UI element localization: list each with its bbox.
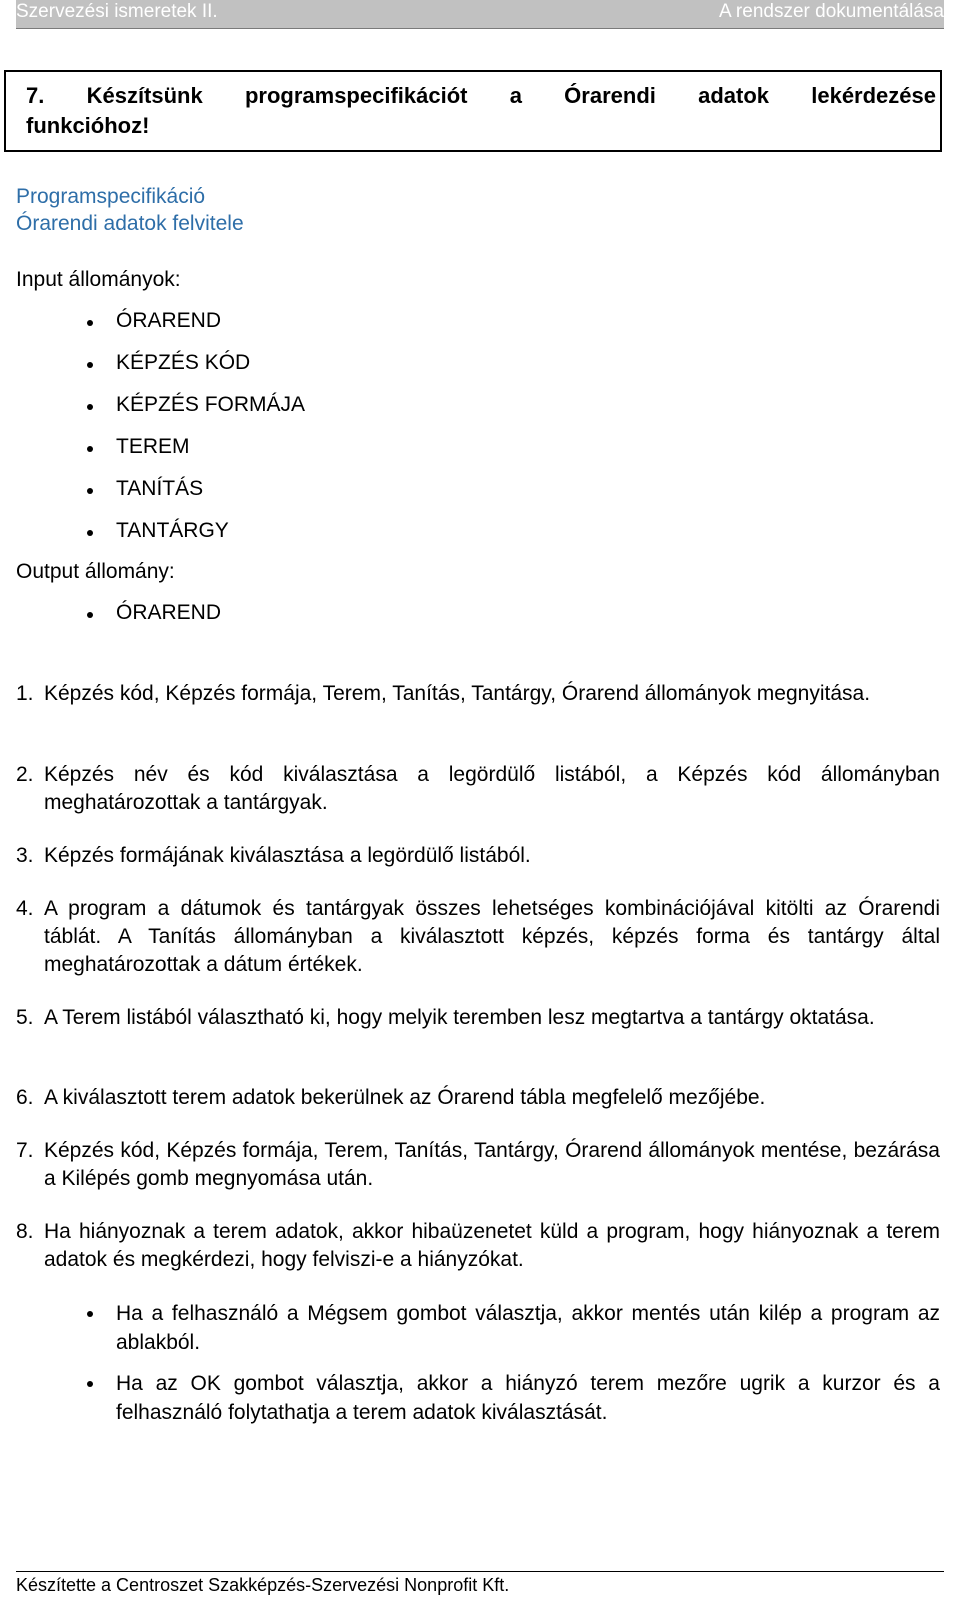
spec-title: Programspecifikáció bbox=[16, 185, 206, 208]
step-number: 1. bbox=[16, 682, 34, 705]
header-left-text: Szervezési ismeretek II. bbox=[16, 1, 218, 22]
step-text: Képzés kód, Képzés formája, Terem, Tanítás, Tantárgy, Órarend állományok mentése, bezárása a Kilépés gomb megnyomása után. bbox=[44, 1139, 940, 1190]
step-number: 6. bbox=[16, 1086, 34, 1109]
input-item: KÉPZÉS FORMÁJA bbox=[116, 393, 306, 416]
page-footer: Készítette a Centroszet Szakképzés-Szervezési Nonprofit Kft. bbox=[16, 1571, 944, 1601]
output-label: Output állomány: bbox=[16, 560, 175, 583]
input-label: Input állományok: bbox=[16, 268, 181, 291]
step-number: 5. bbox=[16, 1006, 34, 1029]
step-item bbox=[16, 680, 940, 708]
step-number: 8. bbox=[16, 1220, 34, 1243]
step-text: Képzés formájának kiválasztása a legördülő listából. bbox=[44, 844, 531, 867]
step-number: 7. bbox=[16, 1139, 34, 1162]
task-line-1: 7. Készítsünk programspecifikációt a Órarendi adatok lekérdezése bbox=[26, 83, 936, 108]
step-text: A program a dátumok és tantárgyak összes lehetséges kombinációjával kitölti az Órarendi táblát. A Tanítás állományban a kiválasztott képzés, képzés forma és tantárgy által meghatározottak a dátum értékek. bbox=[44, 897, 940, 976]
step-item bbox=[16, 842, 940, 870]
input-item: TEREM bbox=[116, 435, 190, 458]
step-item bbox=[16, 1218, 940, 1274]
step-number: 4. bbox=[16, 897, 34, 920]
sub-bullet: Ha a felhasználó a Mégsem gombot választja, akkor mentés után kilép a program az ablakból. bbox=[116, 1299, 940, 1357]
header-right-text: A rendszer dokumentálása bbox=[719, 1, 944, 22]
input-item: TANTÁRGY bbox=[116, 519, 229, 542]
input-item: ÓRAREND bbox=[116, 309, 222, 332]
spec-subtitle: Órarendi adatok felvitele bbox=[16, 212, 244, 235]
output-item: ÓRAREND bbox=[116, 601, 222, 624]
step-text: Ha hiányoznak a terem adatok, akkor hibaüzenetet küld a program, hogy hiányoznak a terem adatok és megkérdezi, hogy felviszi-e a hiányzókat. bbox=[44, 1220, 940, 1271]
task-box bbox=[4, 70, 942, 152]
step-text: A Terem listából választható ki, hogy melyik teremben lesz megtartva a tantárgy oktatása. bbox=[44, 1006, 875, 1029]
step-text: Képzés kód, Képzés formája, Terem, Tanítás, Tantárgy, Órarend állományok megnyitása. bbox=[44, 682, 871, 705]
input-item: KÉPZÉS KÓD bbox=[116, 351, 251, 374]
step-item bbox=[16, 761, 940, 817]
input-item: TANÍTÁS bbox=[116, 477, 204, 500]
step-item bbox=[16, 895, 940, 979]
step-text: A kiválasztott terem adatok bekerülnek az Órarend tábla megfelelő mezőjébe. bbox=[44, 1086, 766, 1109]
step-text: Képzés név és kód kiválasztása a legördülő listából, a Képzés kód állományban meghatározottak a tantárgyak. bbox=[44, 763, 940, 814]
page-header bbox=[16, 0, 944, 29]
step-number: 2. bbox=[16, 763, 34, 786]
step-number: 3. bbox=[16, 844, 34, 867]
step-item bbox=[16, 1137, 940, 1193]
sub-bullet: Ha az OK gombot választja, akkor a hiányzó terem mezőre ugrik a kurzor és a felhasználó folytathatja a terem adatok kiválasztását. bbox=[116, 1369, 940, 1427]
step-item bbox=[16, 1084, 940, 1112]
task-line-2: funkcióhoz! bbox=[26, 113, 150, 138]
step-item bbox=[16, 1004, 940, 1032]
